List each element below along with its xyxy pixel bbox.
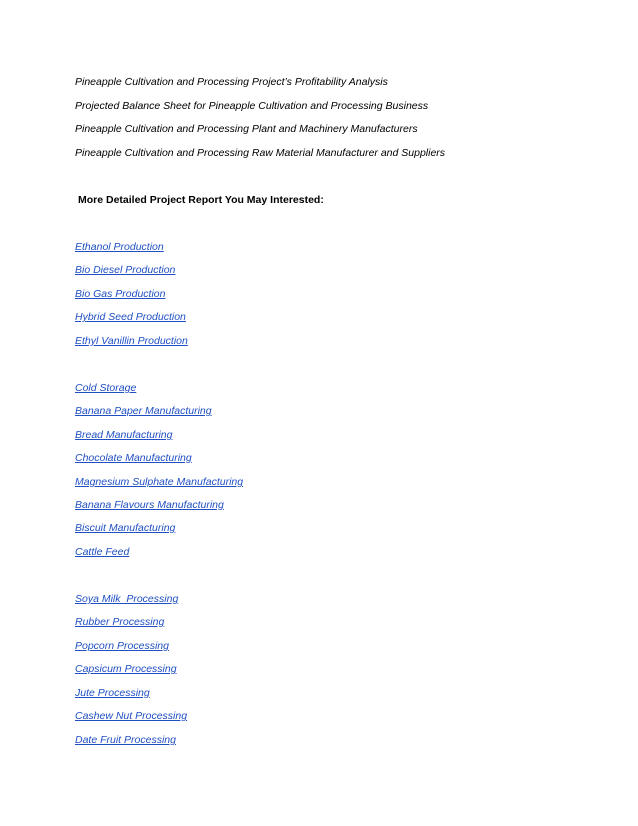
section-heading: More Detailed Project Report You May Interested: — [78, 194, 324, 206]
link-popcorn-processing[interactable]: Popcorn Processing — [75, 640, 169, 652]
link-magnesium-sulphate-manufacturing[interactable]: Magnesium Sulphate Manufacturing — [75, 476, 244, 488]
link-chocolate-manufacturing[interactable]: Chocolate Manufacturing — [75, 452, 192, 464]
link-hybrid-seed-production[interactable]: Hybrid Seed Production — [75, 311, 186, 323]
link-jute-processing[interactable]: Jute Processing — [75, 687, 150, 699]
link-banana-flavours-manufacturing[interactable]: Banana Flavours Manufacturing — [75, 499, 224, 511]
link-ethyl-vanillin-production[interactable]: Ethyl Vanillin Production — [75, 335, 188, 347]
link-bio-diesel-production[interactable]: Bio Diesel Production — [75, 264, 176, 276]
link-ethanol-production[interactable]: Ethanol Production — [75, 241, 164, 253]
link-capsicum-processing[interactable]: Capsicum Processing — [75, 663, 177, 675]
link-cold-storage[interactable]: Cold Storage — [75, 382, 137, 394]
link-banana-paper-manufacturing[interactable]: Banana Paper Manufacturing — [75, 405, 212, 417]
link-biscuit-manufacturing[interactable]: Biscuit Manufacturing — [75, 522, 176, 534]
link-cattle-feed[interactable]: Cattle Feed — [75, 546, 130, 558]
link-cashew-nut-processing[interactable]: Cashew Nut Processing — [75, 710, 188, 722]
intro-line-balance-sheet: Projected Balance Sheet for Pineapple Cultivation and Processing Business — [75, 100, 429, 112]
link-rubber-processing[interactable]: Rubber Processing — [75, 616, 165, 628]
link-bio-gas-production[interactable]: Bio Gas Production — [75, 288, 166, 300]
intro-line-machinery: Pineapple Cultivation and Processing Plant and Machinery Manufacturers — [75, 123, 418, 135]
link-soya-milk-processing[interactable]: Soya Milk Processing — [75, 593, 179, 605]
link-bread-manufacturing[interactable]: Bread Manufacturing — [75, 429, 173, 441]
intro-line-profitability: Pineapple Cultivation and Processing Project’s Profitability Analysis — [75, 76, 388, 88]
intro-line-raw-material: Pineapple Cultivation and Processing Raw Material Manufacturer and Suppliers — [75, 147, 446, 159]
link-date-fruit-processing[interactable]: Date Fruit Processing — [75, 734, 176, 746]
